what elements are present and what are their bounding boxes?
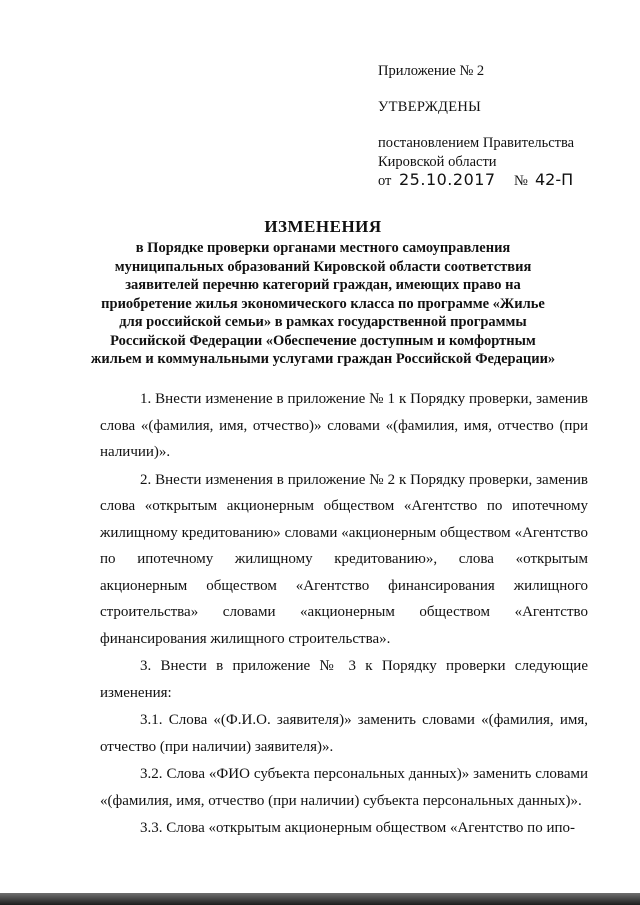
paragraph-1: 1. Внести изменение в приложение № 1 к Порядку проверки, заменив слова «(фамилия, имя, отчество)» словами «(фамилия, имя, отчество (при наличии)».: [100, 391, 588, 460]
handwritten-date: 25.10.2017: [399, 170, 496, 189]
resolution-line-2: Кировской области: [378, 154, 497, 170]
paragraph-2: 2. Внести изменения в приложение № 2 к Порядку проверки, заменив слова «открытым акционерным обществом «Агентство по ипотечному жилищному кредитованию» словами «акционерным обществом «Агентство по ипотечному жилищному кредитованию», слова «открытым акционерным обществом «Агентство финансирования жилищного строительства» словами «акционерным обществом «Агентство финансирования жилищного строительства».: [100, 471, 588, 647]
date-prefix: от: [378, 173, 392, 189]
paragraph-3: 3. Внести в приложение № 3 к Порядку проверки следующие изменения:: [100, 658, 588, 701]
date-number-line: [378, 172, 618, 193]
document-body: [100, 386, 588, 843]
document-subtitle: в Порядке проверки органами местного самоуправления муниципальных образований Кировской области соответствия заявителей перечню категорий граждан, имеющих право на приобретение жилья экономического класса по программе «Жилье для российской семьи» в рамках государственной программы Российской Федерации «Обеспечение доступным и комфортным жильем и коммунальными услугами граждан Российской Федерации»: [90, 240, 556, 367]
document-heading: [88, 216, 558, 369]
document-title: ИЗМЕНЕНИЯ: [264, 217, 382, 236]
paragraph-3-1: 3.1. Слова «(Ф.И.О. заявителя)» заменить словами «(фамилия, имя, отчество (при наличии) заявителя)».: [100, 712, 588, 755]
paragraph-3-3: 3.3. Слова «открытым акционерным обществом «Агентство по ипо-: [140, 820, 576, 836]
resolution-line-1: постановлением Правительства: [378, 135, 575, 151]
handwritten-number: 42-П: [535, 170, 574, 189]
paragraph-3-2: 3.2. Слова «ФИО субъекта персональных данных)» заменить словами «(фамилия, имя, отчество (при наличии) субъекта персональных данных)».: [100, 766, 588, 809]
attachment-label: Приложение № 2: [378, 63, 485, 79]
approved-label: УТВЕРЖДЕНЫ: [378, 99, 482, 115]
number-prefix: №: [514, 173, 528, 189]
scan-bottom-edge: [0, 893, 640, 905]
approval-block: [378, 62, 618, 193]
